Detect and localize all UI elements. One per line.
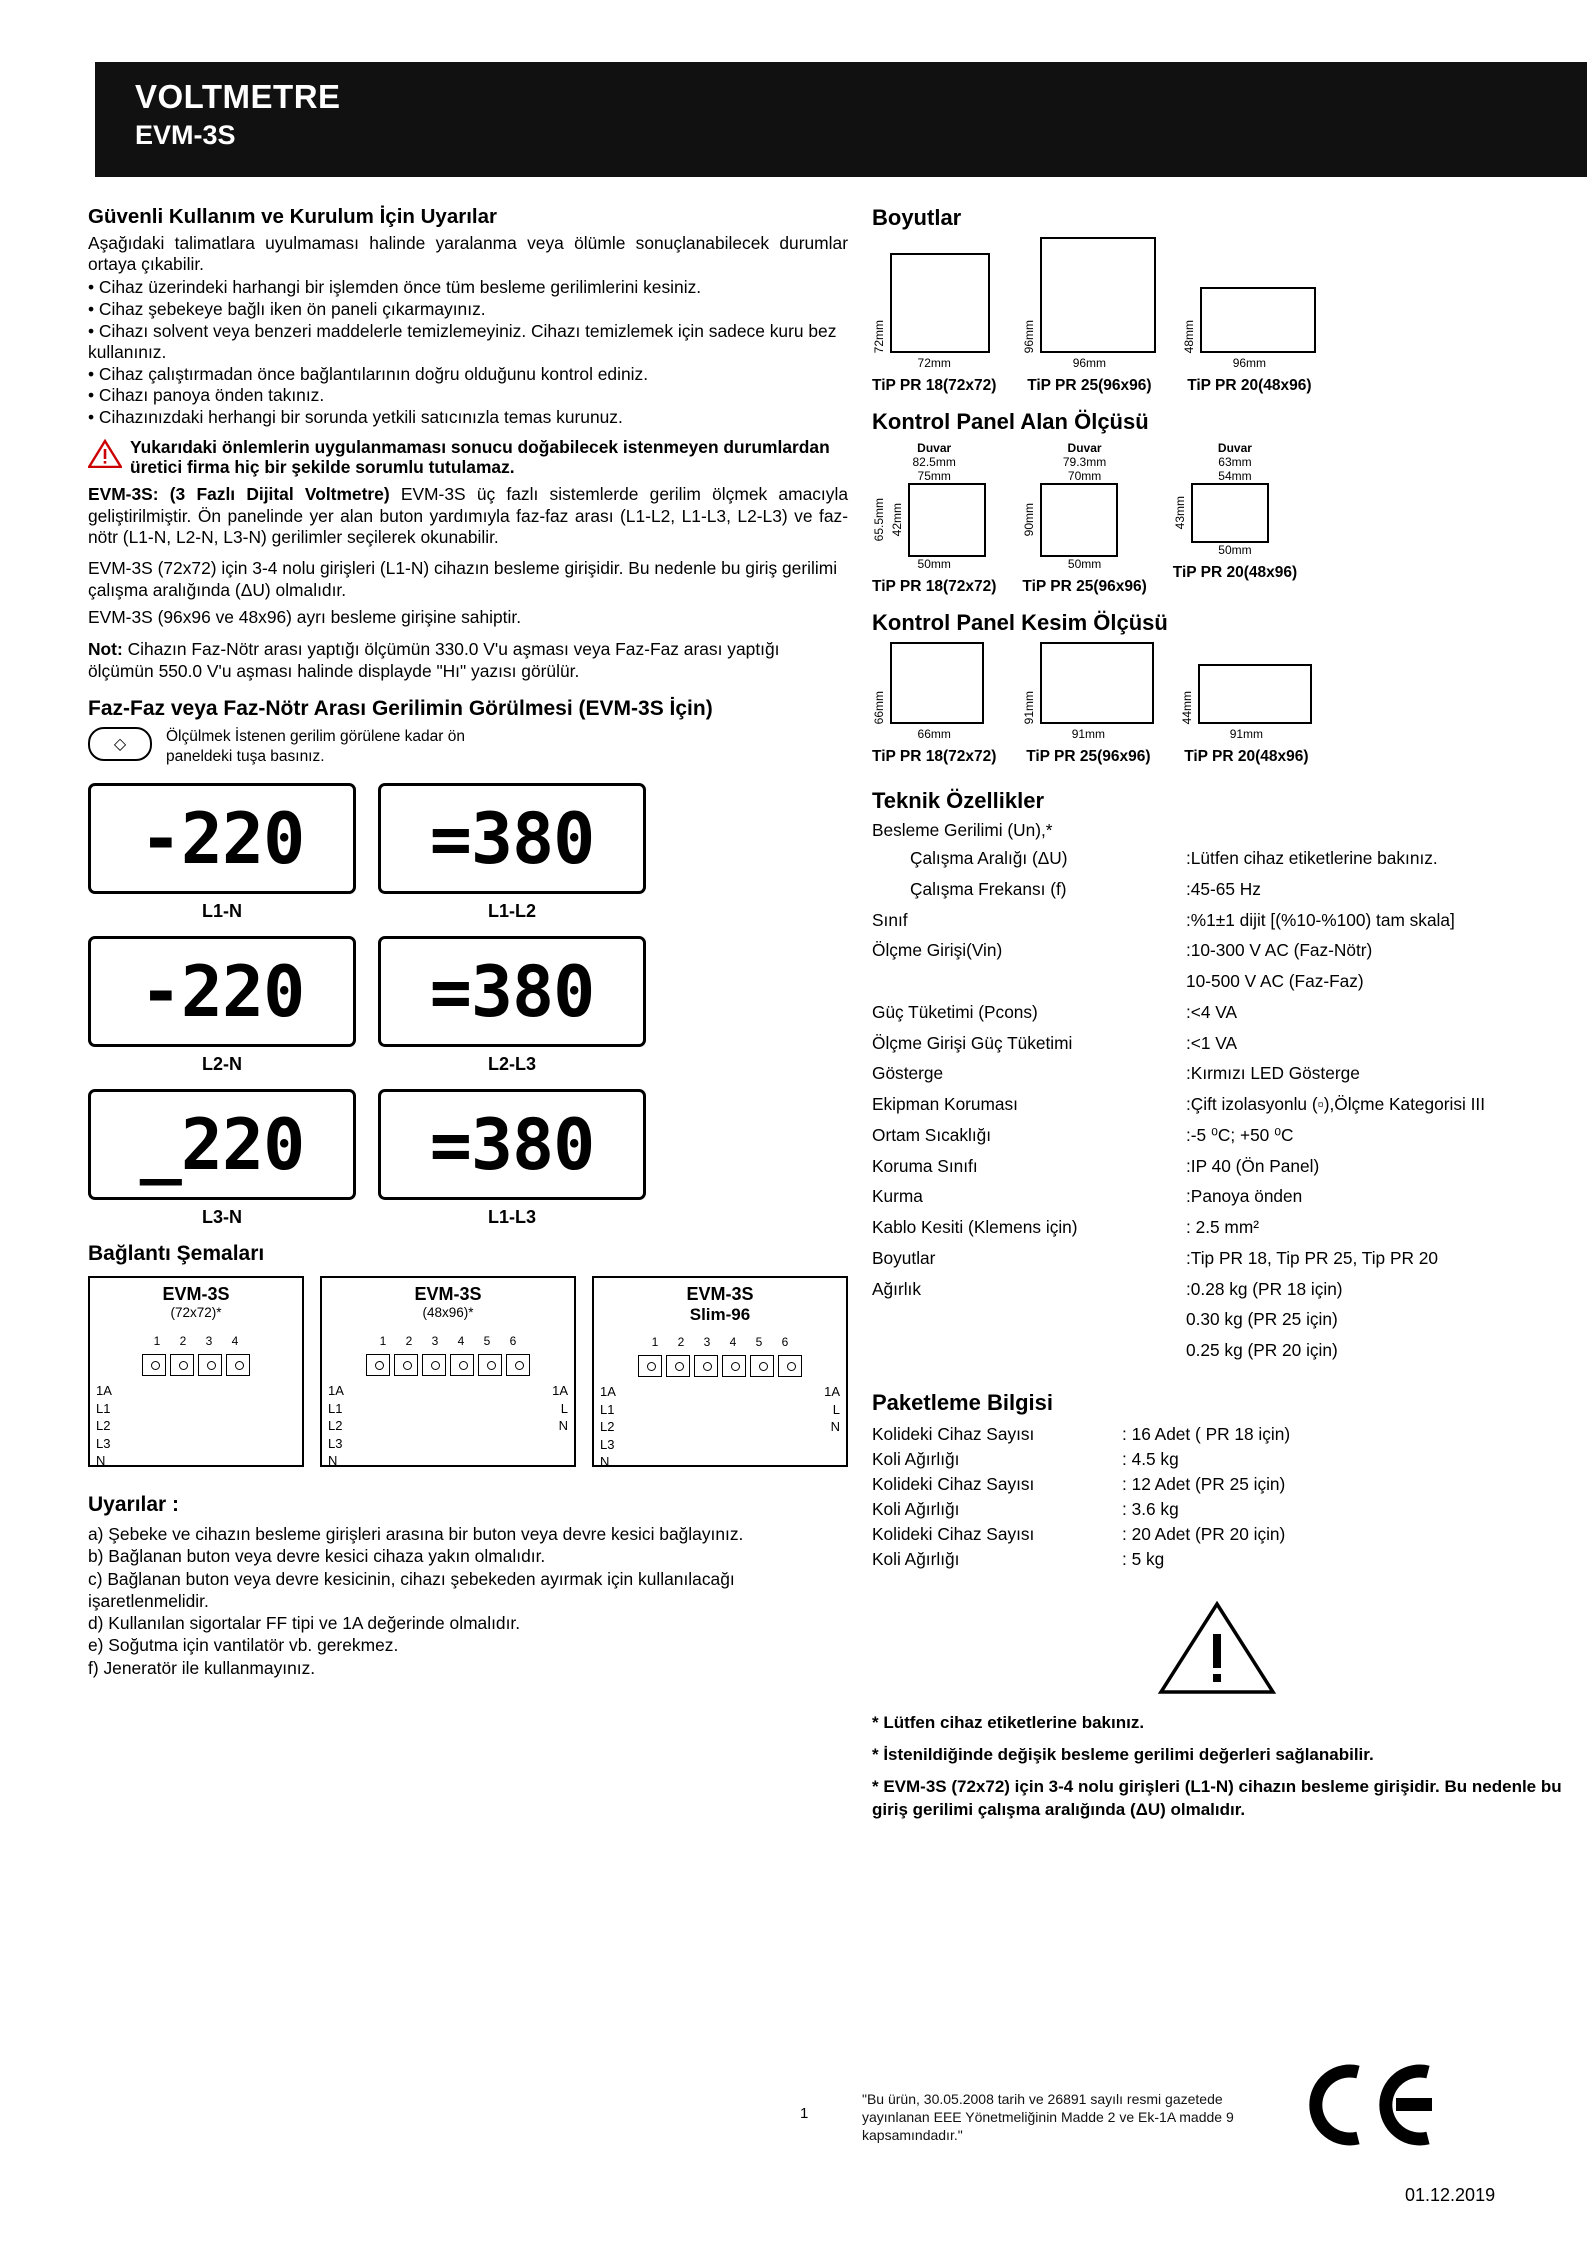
spec-key: Ölçme Girişi Güç Tüketimi	[872, 1032, 1073, 1053]
panel-cut-cell	[872, 642, 996, 766]
spec-value: :0.28 kg (PR 18 için)	[1186, 1278, 1343, 1299]
cut-caption: TiP PR 18(72x72)	[872, 748, 997, 765]
display-cell	[378, 1089, 646, 1228]
list-item: a) Şebeke ve cihazın besleme girişleri arasına bir buton veya devre kesici bağlayınız.	[88, 1524, 744, 1544]
packaging-table	[872, 1422, 1290, 1573]
terminal-number: 1	[153, 1334, 161, 1348]
pack-key: Kolideki Cihaz Sayısı	[872, 1524, 1035, 1545]
device-outline	[1200, 287, 1316, 353]
spec-value: 0.25 kg (PR 20 için)	[1186, 1340, 1338, 1360]
terminal-row	[328, 1354, 568, 1376]
safety-title: Güvenli Kullanım ve Kurulum İçin Uyarılar	[88, 205, 497, 228]
terminal-number: 2	[677, 1335, 685, 1349]
safety-intro: Aşağıdaki talimatlara uyulmaması halinde yaralanma veya ölümle sonuçlanabilecek durumlar ortaya çıkabilir.	[88, 233, 848, 275]
safety-bullets	[88, 277, 848, 428]
spec-key: Ekipman Koruması	[872, 1094, 1018, 1114]
tech-specs-table	[872, 843, 1485, 1366]
line-label: L1	[96, 1400, 111, 1416]
terminal-number: 5	[483, 1334, 491, 1348]
packaging-title: Paketleme Bilgisi	[872, 1389, 1053, 1415]
panel-dim-bottom: 50mm	[917, 557, 951, 571]
pack-key: Koli Ağırlığı	[872, 1448, 960, 1469]
left-column	[88, 205, 848, 1679]
cut-height: 44mm	[1180, 690, 1195, 724]
terminal	[394, 1354, 418, 1376]
terminal-number: 2	[405, 1334, 413, 1348]
panel-dim-bottom: 50mm	[1218, 543, 1252, 557]
table-row	[872, 1447, 1290, 1472]
display-label: L3-N	[202, 1207, 242, 1227]
display-value: -220	[139, 797, 305, 880]
panel-cut-title: Kontrol Panel Kesim Ölçüsü	[872, 610, 1168, 635]
terminal-number: 2	[179, 1334, 187, 1348]
table-row	[872, 874, 1485, 905]
paragraph-supply: EVM-3S (72x72) için 3-4 nolu girişleri (L1-N) cihazın besleme girişidir. Bu nedenle bu giriş gerilimi çalışma aralığında (ΔU) olmalıdır.	[88, 557, 838, 600]
line-label: N	[830, 1419, 840, 1435]
terminal-number: 3	[431, 1334, 439, 1348]
led-display	[88, 1089, 356, 1200]
line-label: N	[96, 1453, 106, 1469]
panel-outline	[1040, 483, 1118, 557]
right-column	[872, 205, 1562, 1831]
wiring-title: Bağlantı Şemaları	[88, 1242, 265, 1265]
front-panel-button-icon[interactable]: ◇	[88, 727, 152, 761]
wiring-title-label: EVM-3S	[686, 1284, 754, 1304]
pack-key: Koli Ağırlığı	[872, 1549, 960, 1570]
table-row	[872, 1304, 1485, 1335]
led-display	[378, 1089, 646, 1200]
terminal	[170, 1354, 194, 1376]
spec-key	[872, 966, 1186, 997]
panel-cut-cell	[1022, 642, 1154, 766]
table-row	[872, 997, 1485, 1028]
table-row	[872, 1028, 1485, 1059]
table-row	[872, 1497, 1290, 1522]
dimension-caption: TiP PR 25(96x96)	[1027, 377, 1152, 394]
terminal	[478, 1354, 502, 1376]
list-item: • Cihaz üzerindeki harhangi bir işlemden önce tüm besleme gerilimlerini kesiniz.	[88, 277, 702, 298]
wall-label: Duvar	[1067, 441, 1102, 455]
line-label: L2	[328, 1418, 343, 1434]
cutout-outline	[1040, 642, 1154, 724]
document-header	[95, 62, 1587, 177]
terminal-number: 5	[755, 1335, 763, 1349]
panel-dim-left: 65.5mm	[872, 498, 886, 542]
dimension-caption: TiP PR 18(72x72)	[872, 377, 997, 394]
panel-dim-left: 90mm	[1022, 503, 1037, 537]
spec-key: Ölçme Girişi(Vin)	[872, 940, 1003, 961]
wiring-diagram-48x96	[320, 1276, 576, 1467]
panel-caption: TiP PR 18(72x72)	[872, 578, 997, 595]
line-labels-right	[552, 1382, 568, 1470]
table-row	[872, 1274, 1485, 1305]
table-row	[872, 905, 1485, 936]
panel-area-cell	[872, 441, 996, 596]
spec-value: : 2.5 mm²	[1186, 1217, 1259, 1237]
spec-value: 10-500 V AC (Faz-Faz)	[1186, 971, 1364, 991]
display-cell	[88, 1089, 356, 1228]
description-bold: EVM-3S: (3 Fazlı Dijital Voltmetre)	[88, 484, 390, 505]
ce-mark-icon	[1300, 2060, 1450, 2155]
terminal-number: 6	[509, 1334, 517, 1348]
spec-value: :Kırmızı LED Gösterge	[1186, 1063, 1360, 1084]
terminal-number: 4	[457, 1334, 465, 1348]
table-row	[872, 1335, 1485, 1366]
spec-value: 0.30 kg (PR 25 için)	[1186, 1309, 1338, 1330]
terminal-number: 4	[231, 1334, 239, 1348]
table-row	[872, 1547, 1290, 1572]
display-row	[88, 936, 848, 1075]
terminal-number: 1	[379, 1334, 387, 1348]
table-row	[872, 1243, 1485, 1274]
wiring-diagram-slim96	[592, 1276, 848, 1470]
dimension-width: 96mm	[1072, 356, 1107, 370]
list-item: b) Bağlanan buton veya devre kesici cihaza yakın olmalıdır.	[88, 1546, 546, 1567]
terminal-number: 1	[651, 1335, 659, 1349]
supply-voltage-label: Besleme Gerilimi (Un),*	[872, 820, 1053, 840]
panel-area-drawings	[872, 441, 1562, 596]
panel-area-cell	[1173, 441, 1297, 582]
table-row	[872, 1089, 1485, 1120]
fuse-label: 1A	[600, 1384, 616, 1399]
list-item: • Cihaz şebekeye bağlı iken ön paneli çıkarmayınız.	[88, 299, 486, 320]
warning-triangle-icon	[88, 439, 122, 468]
line-label: L3	[96, 1435, 111, 1451]
cut-width: 66mm	[917, 727, 951, 741]
display-label: L2-L3	[487, 1054, 536, 1074]
display-value: =380	[429, 797, 595, 880]
note-label: Not:	[88, 639, 123, 660]
line-label: L	[832, 1401, 840, 1417]
wiring-title-label: EVM-3S	[162, 1284, 230, 1304]
panel-dim-bottom: 50mm	[1067, 557, 1102, 571]
wiring-sub-label: (48x96)*	[422, 1305, 474, 1320]
terminal	[226, 1354, 250, 1376]
table-row	[872, 1472, 1290, 1497]
table-row	[872, 1058, 1485, 1089]
list-item: • Cihazı solvent veya benzeri maddelerle temizlemeyiniz. Cihazı temizlemek için sadece kuru bez kullanınız.	[88, 320, 837, 363]
led-display	[88, 936, 356, 1047]
terminal	[142, 1354, 166, 1376]
led-display	[378, 936, 646, 1047]
panel-dim-top: 82.5mm	[912, 455, 956, 469]
display-label: L1-N	[202, 901, 242, 921]
terminal-number: 4	[729, 1335, 737, 1349]
cut-width: 91mm	[1071, 727, 1106, 741]
line-label: N	[600, 1454, 610, 1470]
display-row	[88, 783, 848, 922]
line-labels	[96, 1382, 296, 1470]
terminal	[778, 1355, 802, 1377]
panel-caption: TiP PR 25(96x96)	[1022, 578, 1147, 595]
list-item: e) Soğutma için vantilatör vb. gerekmez.	[88, 1635, 399, 1656]
spec-value: :Tip PR 18, Tip PR 25, Tip PR 20	[1186, 1247, 1438, 1268]
panel-outline	[908, 483, 986, 557]
line-label: L	[560, 1400, 568, 1416]
line-label: L1	[328, 1400, 343, 1416]
dimension-drawings	[872, 237, 1562, 395]
wiring-sub-label: (72x72)*	[170, 1305, 222, 1320]
dimension-width: 72mm	[917, 356, 951, 370]
spec-key: Çalışma Frekansı (f)	[910, 878, 1067, 899]
dimension-width: 96mm	[1232, 356, 1267, 370]
terminal	[366, 1354, 390, 1376]
panel-dim-top2: 70mm	[1067, 469, 1102, 483]
caution-symbol	[872, 1598, 1562, 1698]
page-title: VOLTMETRE	[135, 78, 341, 115]
terminal	[638, 1355, 662, 1377]
table-row	[872, 1120, 1485, 1151]
cutout-outline	[1198, 664, 1312, 724]
spec-value: :%1±1 dijit [(%10-%100) tam skala]	[1186, 909, 1455, 930]
pack-key: Kolideki Cihaz Sayısı	[872, 1423, 1035, 1444]
wiring-diagram-72x72	[88, 1276, 304, 1467]
display-value: =380	[429, 1103, 595, 1186]
spec-key: Boyutlar	[872, 1247, 936, 1268]
line-label: L2	[600, 1419, 615, 1435]
cut-width: 91mm	[1229, 727, 1264, 741]
spec-value: :Panoya önden	[1186, 1186, 1303, 1207]
fuse-label: 1A	[328, 1383, 344, 1398]
footnote: * EVM-3S (72x72) için 3-4 nolu girişleri (L1-N) cihazın besleme girişidir. Bu nedenle bu giriş gerilimi çalışma aralığında (ΔU) olmalıdır.	[872, 1777, 1562, 1820]
dimension-cell	[1022, 237, 1156, 395]
terminal-number: 3	[205, 1334, 213, 1348]
list-item: f) Jeneratör ile kullanmayınız.	[88, 1657, 316, 1678]
warnings-title: Uyarılar :	[88, 1493, 180, 1516]
table-row	[872, 1422, 1290, 1447]
device-description	[88, 484, 848, 548]
wiring-title-label: EVM-3S	[414, 1284, 482, 1304]
spec-key: Kurma	[872, 1186, 923, 1207]
led-display	[378, 783, 646, 894]
pack-value: : 20 Adet (PR 20 için)	[1122, 1524, 1286, 1545]
panel-dim-top: 63mm	[1218, 455, 1252, 469]
spec-key: Gösterge	[872, 1063, 944, 1084]
list-item: d) Kullanılan sigortalar FF tipi ve 1A değerinde olmalıdır.	[88, 1613, 521, 1634]
dimension-height: 48mm	[1182, 319, 1197, 353]
table-row	[872, 1212, 1485, 1243]
pack-key: Kolideki Cihaz Sayısı	[872, 1473, 1035, 1494]
spec-key: Güç Tüketimi (Pcons)	[872, 1001, 1038, 1022]
table-row	[872, 1181, 1485, 1212]
line-labels-left	[328, 1382, 344, 1470]
pack-value: : 3.6 kg	[1122, 1499, 1179, 1520]
pack-value: : 4.5 kg	[1122, 1448, 1179, 1469]
table-row	[872, 1151, 1485, 1182]
terminal	[694, 1355, 718, 1377]
cut-caption: TiP PR 20(48x96)	[1184, 748, 1309, 765]
spec-key: Koruma Sınıfı	[872, 1155, 978, 1176]
note-paragraph	[88, 639, 848, 683]
panel-dim-top2: 54mm	[1218, 469, 1252, 483]
button-hint-line1: Ölçülmek İstenen gerilim görülene kadar ön	[166, 727, 465, 745]
cut-height: 91mm	[1022, 690, 1037, 724]
panel-cut-drawings	[872, 642, 1562, 766]
wiring-sub-label: Slim-96	[689, 1305, 751, 1324]
device-outline	[1040, 237, 1156, 353]
model-name: EVM-3S	[135, 120, 236, 150]
terminal	[506, 1354, 530, 1376]
fuse-label: 1A	[552, 1383, 568, 1398]
page-number: 1	[800, 2105, 809, 2122]
panel-dim-top2: 75mm	[917, 469, 951, 483]
panel-outline	[1191, 483, 1269, 543]
table-row	[872, 966, 1485, 997]
terminal-number: 3	[703, 1335, 711, 1349]
line-label: L2	[96, 1418, 111, 1434]
display-value: -220	[139, 950, 305, 1033]
terminal	[198, 1354, 222, 1376]
terminal-row	[600, 1355, 840, 1377]
fuse-label: 1A	[96, 1383, 112, 1398]
footnotes	[872, 1712, 1562, 1822]
display-label: L1-L3	[487, 1207, 536, 1227]
cutout-outline	[890, 642, 984, 724]
line-label: N	[558, 1418, 568, 1434]
panel-caption: TiP PR 20(48x96)	[1172, 564, 1298, 581]
panel-cut-cell	[1180, 664, 1312, 766]
spec-value: :<4 VA	[1186, 1001, 1238, 1022]
display-section-title: Faz-Faz veya Faz-Nötr Arası Gerilimin Görülmesi (EVM-3S İçin)	[88, 696, 713, 720]
spec-key: Ağırlık	[872, 1278, 921, 1299]
button-hint-line2: paneldeki tuşa basınız.	[166, 747, 325, 765]
cut-height: 66mm	[872, 690, 886, 724]
display-value: _220	[139, 1103, 305, 1186]
display-cell	[378, 936, 646, 1075]
footnote: * Lütfen cihaz etiketlerine bakınız.	[872, 1713, 1145, 1733]
list-item: • Cihazı panoya önden takınız.	[88, 385, 325, 406]
line-label: L1	[600, 1401, 615, 1417]
spec-value: :Lütfen cihaz etiketlerine bakınız.	[1186, 848, 1438, 868]
spec-value: :Çift izolasyonlu (▫),Ölçme Kategorisi III	[1186, 1094, 1486, 1114]
warning-text: Yukarıdaki önlemlerin uygulanmaması sonucu doğabilecek istenmeyen durumlardan üretici firma hiç bir şekilde sorumlu tutulamaz.	[130, 436, 830, 478]
spec-value: :-5 ⁰C; +50 ⁰C	[1186, 1124, 1294, 1145]
spec-key: Ortam Sıcaklığı	[872, 1124, 992, 1145]
fuse-label: 1A	[824, 1384, 840, 1399]
footnote: * İstenildiğinde değişik besleme gerilimi değerleri sağlanabilir.	[872, 1745, 1374, 1765]
revision-date: 01.12.2019	[1405, 2185, 1496, 2205]
display-row	[88, 1089, 848, 1228]
spec-key	[872, 1304, 1186, 1335]
terminal	[750, 1355, 774, 1377]
legal-note: "Bu ürün, 30.05.2008 tarih ve 26891 sayılı resmi gazetede yayınlanan EEE Yönetmeliğinin Madde 2 ve Ek-1A madde 9 kapsamındadır."	[862, 2091, 1234, 2144]
warning-block	[88, 437, 848, 479]
dimension-height: 96mm	[1022, 319, 1037, 353]
line-label: L3	[600, 1436, 615, 1452]
pack-value: : 16 Adet ( PR 18 için)	[1122, 1423, 1291, 1444]
terminal	[722, 1355, 746, 1377]
line-label: N	[328, 1453, 338, 1469]
tech-specs-title: Teknik Özellikler	[872, 788, 1045, 813]
exclamation-triangle-icon	[1157, 1598, 1277, 1698]
terminal-number: 6	[781, 1335, 789, 1349]
spec-key: Çalışma Aralığı (ΔU)	[910, 848, 1068, 868]
display-value: =380	[429, 950, 595, 1033]
terminal	[422, 1354, 446, 1376]
led-display	[88, 783, 356, 894]
display-cell	[88, 936, 356, 1075]
line-labels-left	[600, 1383, 616, 1471]
line-label: L3	[328, 1435, 343, 1451]
terminal	[450, 1354, 474, 1376]
spec-key: Sınıf	[872, 909, 908, 930]
list-item: • Cihazınızdaki herhangi bir sorunda yetkili satıcınızla temas kurunuz.	[88, 406, 623, 427]
warnings-list	[88, 1523, 848, 1679]
device-outline	[890, 253, 990, 353]
dimension-cell	[1182, 287, 1316, 395]
spec-value: :IP 40 (Ön Panel)	[1186, 1155, 1320, 1176]
note-text: Cihazın Faz-Nötr arası yaptığı ölçümün 330.0 V'u aşması veya Faz-Faz arası yaptığı ölçümün 550.0 V'u aşması halinde displayde "Hı" yazısı görülür.	[88, 639, 780, 681]
paragraph-separate-supply: EVM-3S (96x96 ve 48x96) ayrı besleme girişine sahiptir.	[88, 607, 522, 628]
spec-value: :10-300 V AC (Faz-Nötr)	[1186, 940, 1373, 961]
terminal	[666, 1355, 690, 1377]
display-cell	[88, 783, 356, 922]
display-label: L2-N	[202, 1054, 242, 1074]
panel-area-title: Kontrol Panel Alan Ölçüsü	[872, 409, 1149, 434]
dimension-cell	[872, 253, 996, 395]
pack-key: Koli Ağırlığı	[872, 1499, 960, 1520]
spec-key	[872, 1335, 1186, 1366]
display-cell	[378, 783, 646, 922]
wiring-diagrams	[88, 1276, 848, 1470]
spec-key: Kablo Kesiti (Klemens için)	[872, 1217, 1078, 1237]
display-examples	[88, 783, 848, 1228]
dimensions-title: Boyutlar	[872, 205, 962, 230]
panel-area-cell	[1022, 441, 1146, 596]
dimension-height: 72mm	[872, 319, 886, 353]
description-rest: EVM-3S üç fazlı sistemlerde gerilim ölçmek amacıyla geliştirilmiştir. Ön panelinde yer alan buton yardımıyla faz-faz arası (L1-L2, L1-L3, L2-L3) ve faz-nötr (L1-N, L2-N, L3-N) gerilimler seçilerek okunabilir.	[88, 484, 848, 547]
spec-value: :45-65 Hz	[1186, 878, 1261, 899]
list-item: c) Bağlanan buton veya devre kesicinin, cihazı şebekeden ayırmak için kullanılacağı işaretlenmelidir.	[88, 1568, 735, 1611]
panel-dim-top: 79.3mm	[1062, 455, 1107, 469]
cut-caption: TiP PR 25(96x96)	[1026, 748, 1151, 765]
spec-value: :<1 VA	[1186, 1032, 1238, 1053]
display-label: L1-L2	[487, 901, 536, 921]
terminal-row	[96, 1354, 296, 1376]
list-item: • Cihaz çalıştırmadan önce bağlantılarının doğru olduğunu kontrol ediniz.	[88, 363, 649, 384]
pack-value: : 12 Adet (PR 25 için)	[1122, 1473, 1286, 1494]
line-labels-right	[824, 1383, 840, 1471]
dimension-caption: TiP PR 20(48x96)	[1187, 377, 1312, 394]
table-row	[872, 843, 1485, 874]
panel-dim-left2: 42mm	[890, 503, 904, 537]
table-row	[872, 935, 1485, 966]
table-row	[872, 1522, 1290, 1547]
wall-label: Duvar	[1217, 441, 1252, 455]
pack-value: : 5 kg	[1122, 1549, 1165, 1570]
panel-dim-left: 43mm	[1172, 496, 1187, 530]
wall-label: Duvar	[917, 441, 952, 455]
